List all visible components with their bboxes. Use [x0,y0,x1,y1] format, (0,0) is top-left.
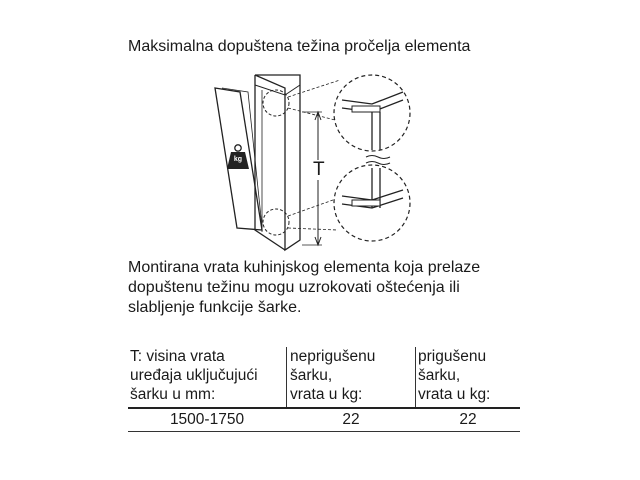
table-row [128,409,520,431]
header-line: neprigušenu [290,348,376,365]
column-divider [286,347,287,407]
header-damped-column [418,347,490,404]
header-line: uređaja uključujući [130,367,258,384]
warning-line: dopuštenu težinu mogu uzrokovati oštećenja ili [128,279,460,296]
cell-damped-weight: 22 [459,411,477,428]
warning-text [128,258,528,318]
column-divider [415,347,416,407]
header-line: šarku u mm: [130,386,216,403]
header-height-column [130,347,258,404]
header-line: prigušenu [418,348,487,365]
weight-icon-label: kg [233,156,243,163]
header-line: šarku, [418,367,461,384]
weight-table [128,347,520,432]
header-line: vrata u kg: [290,386,363,403]
cell-height-range: 1500-1750 [169,411,245,428]
header-line: šarku, [290,367,333,384]
weight-icon [226,143,250,171]
table-header [128,347,520,407]
header-line: vrata u kg: [418,386,491,403]
warning-line: Montirana vrata kuhinjskog elementa koja prelaze [128,259,481,276]
warning-line: slabljenje funkcije šarke. [128,299,302,316]
hinge-detail-icon [334,75,410,241]
header-line: T: visina vrata [130,348,225,365]
dimension-label-t: T [313,159,325,180]
cell-undamped-weight: 22 [342,411,360,428]
header-undamped-column [290,347,375,404]
table-bottom-rule [128,431,520,432]
page-title: Maksimalna dopuštena težina pročelja elementa [128,38,471,55]
